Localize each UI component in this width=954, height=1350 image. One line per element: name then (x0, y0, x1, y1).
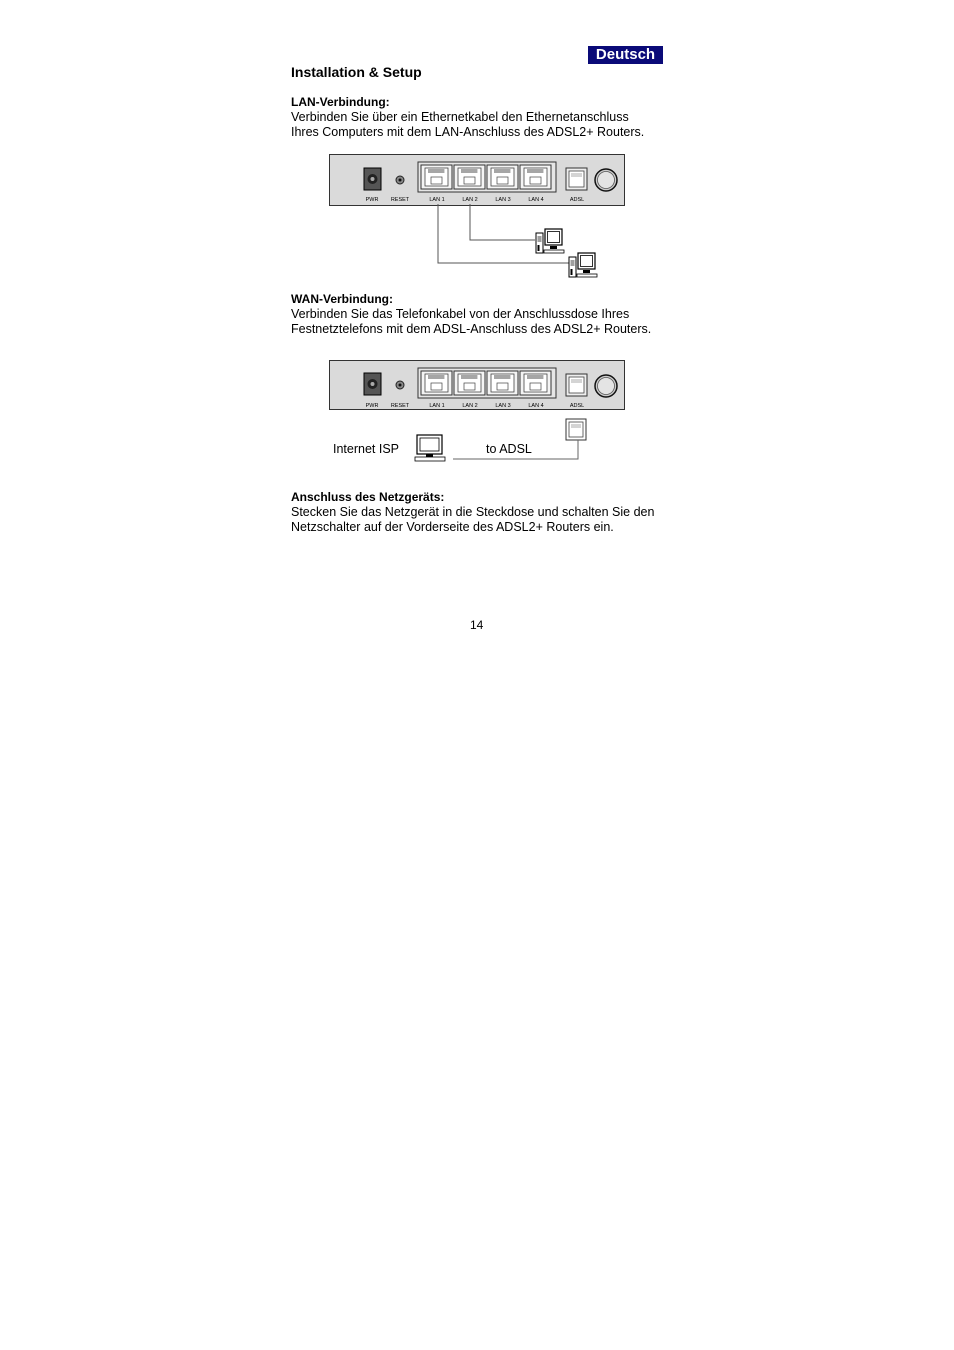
port-label-lan2: LAN 2 (462, 197, 478, 203)
page-title: Installation & Setup (291, 64, 422, 80)
desktop-computer-icon (569, 253, 597, 277)
body-line: Netzschalter auf der Vorderseite des ADSL2+ Routers ein. (291, 520, 614, 534)
section-power (291, 490, 681, 535)
section-lan (291, 95, 681, 140)
to-adsl-label: to ADSL (486, 442, 532, 456)
section-heading-wan: WAN-Verbindung: (291, 292, 393, 306)
port-label-lan4: LAN 4 (528, 403, 544, 409)
port-label-lan1: LAN 1 (429, 403, 445, 409)
section-heading-power: Anschluss des Netzgeräts: (291, 490, 445, 504)
port-label-adsl: ADSL (569, 403, 585, 409)
port-label-pwr: PWR (365, 403, 379, 409)
section-body-wan (291, 307, 681, 337)
phone-jack-icon (566, 419, 586, 440)
language-badge: Deutsch (588, 46, 663, 64)
page-number: 14 (470, 618, 484, 632)
internet-isp-label: Internet ISP (333, 442, 400, 456)
body-line: Verbinden Sie über ein Ethernetkabel den Ethernetanschluss (291, 110, 629, 124)
port-label-lan3: LAN 3 (495, 197, 511, 203)
port-label-lan2: LAN 2 (462, 403, 478, 409)
port-label-reset: RESET (390, 403, 410, 409)
body-line: Stecken Sie das Netzgerät in die Steckdose und schalten Sie den (291, 505, 655, 519)
port-label-lan3: LAN 3 (495, 403, 511, 409)
port-label-lan4: LAN 4 (528, 197, 544, 203)
wan-diagram (329, 359, 629, 467)
lan-diagram (329, 154, 629, 282)
body-line: Festnetztelefons mit dem ADSL-Anschluss des ADSL2+ Routers. (291, 322, 652, 336)
body-line: Verbinden Sie das Telefonkabel von der Anschlussdose Ihres (291, 307, 630, 321)
desktop-computer-icon (536, 229, 564, 253)
port-label-lan1: LAN 1 (429, 197, 445, 203)
section-body-power (291, 505, 681, 535)
monitor-icon (415, 435, 445, 461)
port-label-reset: RESET (390, 197, 410, 203)
section-heading-lan: LAN-Verbindung: (291, 95, 390, 109)
port-label-pwr: PWR (365, 197, 379, 203)
port-label-adsl: ADSL (569, 197, 585, 203)
body-line: Ihres Computers mit dem LAN-Anschluss des ADSL2+ Routers. (291, 125, 645, 139)
section-body-lan (291, 110, 681, 140)
section-wan (291, 292, 681, 337)
